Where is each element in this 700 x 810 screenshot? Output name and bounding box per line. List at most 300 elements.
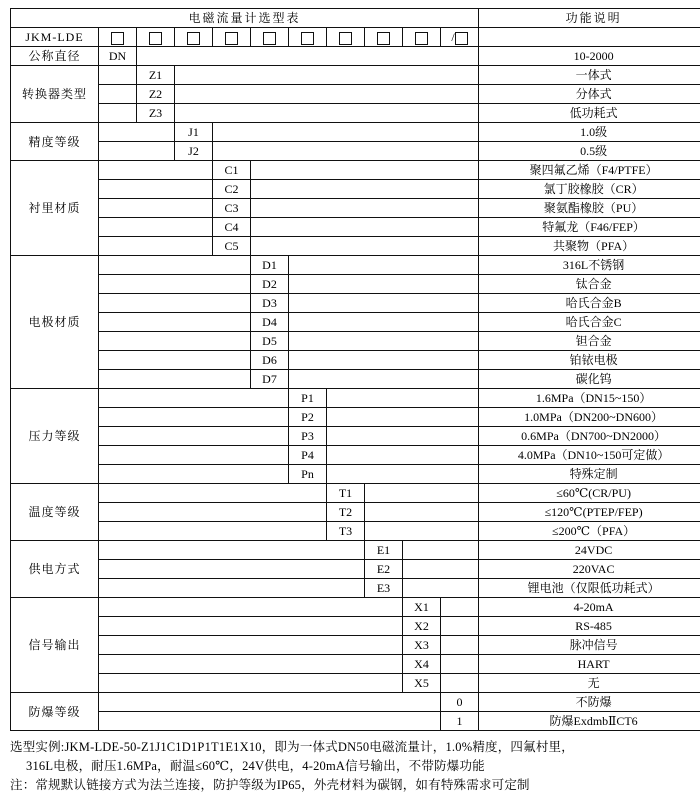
code-cell[interactable]: D7 [251,370,289,389]
spacer-cell [137,598,175,617]
spacer-cell [441,446,479,465]
spacer-cell [251,104,289,123]
spacer-cell [99,218,137,237]
desc-cell: 钽合金 [479,332,700,351]
spacer-cell [441,180,479,199]
spacer-cell [99,256,137,275]
spacer-cell [365,674,403,693]
spacer-cell [99,389,137,408]
code-cell[interactable]: P3 [289,427,327,446]
code-cell[interactable]: D4 [251,313,289,332]
spacer-cell [289,218,327,237]
row-label-4: 电极材质 [11,256,99,389]
spacer-cell [289,199,327,218]
code-cell[interactable]: E1 [365,541,403,560]
code-cell[interactable]: 1 [441,712,479,731]
spacer-cell [137,636,175,655]
table-row [11,655,700,674]
spacer-cell [441,142,479,161]
spacer-cell [403,503,441,522]
spacer-cell [327,579,365,598]
spacer-cell [251,446,289,465]
spacer-cell [213,294,251,313]
desc-cell: 1.0MPa（DN200~DN600） [479,408,700,427]
spacer-cell [441,598,479,617]
spacer-cell [99,560,137,579]
table-row [11,522,700,541]
code-cell[interactable]: Pn [289,465,327,484]
checkbox-icon[interactable] [455,32,468,45]
spacer-cell [99,66,137,85]
spacer-cell [137,465,175,484]
desc-cell: 低功耗式 [479,104,700,123]
spacer-cell [403,408,441,427]
spacer-cell [213,256,251,275]
spacer-cell [175,313,213,332]
table-row [11,142,700,161]
spacer-cell [365,351,403,370]
code-cell[interactable]: P1 [289,389,327,408]
spacer-cell [365,104,403,123]
spacer-cell [137,579,175,598]
spacer-cell [441,370,479,389]
row-label-8: 信号输出 [11,598,99,693]
table-row [11,389,700,408]
spacer-cell [251,693,289,712]
spacer-cell [251,142,289,161]
checkbox-icon[interactable] [263,32,276,45]
spacer-cell [365,237,403,256]
table-row [11,180,700,199]
model-checkbox-cell[interactable] [441,28,479,47]
spacer-cell [365,332,403,351]
desc-cell: ≤60℃(CR/PU) [479,484,700,503]
table-row [11,218,700,237]
spacer-cell [327,123,365,142]
spacer-cell [137,541,175,560]
spacer-cell [327,465,365,484]
spacer-cell [175,161,213,180]
desc-cell: ≤120℃(PTEP/FEP) [479,503,700,522]
code-cell[interactable]: T3 [327,522,365,541]
code-cell[interactable]: C1 [213,161,251,180]
table-row [11,256,700,275]
spacer-cell [327,332,365,351]
spacer-cell [327,85,365,104]
row-label-1: 转换器类型 [11,66,99,123]
row-label-3: 衬里材质 [11,161,99,256]
spacer-cell [175,180,213,199]
spacer-cell [327,541,365,560]
spacer-cell [99,503,137,522]
spacer-cell [251,85,289,104]
code-cell[interactable]: P4 [289,446,327,465]
spacer-cell [289,332,327,351]
spacer-cell [289,579,327,598]
model-checkbox-cell[interactable] [137,28,175,47]
spacer-cell [99,427,137,446]
spacer-cell [99,484,137,503]
spacer-cell [175,389,213,408]
row-label-9: 防爆等级 [11,693,99,731]
code-cell[interactable]: D5 [251,332,289,351]
spacer-cell [365,256,403,275]
code-cell[interactable]: DN [99,47,137,66]
spacer-cell [137,142,175,161]
table-row [11,465,700,484]
spacer-cell [441,313,479,332]
model-checkbox-cell[interactable] [365,28,403,47]
spacer-cell [327,560,365,579]
model-code-row [11,28,700,47]
spacer-cell [99,674,137,693]
spacer-cell [175,47,213,66]
spacer-cell [213,636,251,655]
code-cell[interactable]: C3 [213,199,251,218]
spacer-cell [99,541,137,560]
spacer-cell [327,47,365,66]
spacer-cell [441,66,479,85]
spacer-cell [403,693,441,712]
spacer-cell [213,674,251,693]
spacer-cell [441,427,479,446]
spacer-cell [213,617,251,636]
spacer-cell [213,579,251,598]
desc-cell: 特殊定制 [479,465,700,484]
spacer-cell [137,503,175,522]
note-line-3: 注：常规默认链接方式为法兰连接，防护等级为IP65，外壳材料为碳钢，如有特殊需求可定制 [10,778,530,792]
spacer-cell [289,275,327,294]
spacer-cell [441,617,479,636]
code-cell[interactable]: C5 [213,237,251,256]
spacer-cell [137,370,175,389]
spacer-cell [365,636,403,655]
spacer-cell [403,85,441,104]
spacer-cell [99,294,137,313]
spacer-cell [251,484,289,503]
code-cell[interactable]: D6 [251,351,289,370]
spacer-cell [327,427,365,446]
table-row [11,85,700,104]
checkbox-icon[interactable] [377,32,390,45]
spacer-cell [403,351,441,370]
spacer-cell [441,465,479,484]
spacer-cell [289,503,327,522]
spacer-cell [99,370,137,389]
table-row [11,351,700,370]
spacer-cell [403,161,441,180]
spacer-cell [403,313,441,332]
table-row [11,161,700,180]
desc-cell: 220VAC [479,560,700,579]
spacer-cell [175,294,213,313]
spacer-cell [251,180,289,199]
spacer-cell [251,522,289,541]
spacer-cell [365,408,403,427]
spacer-cell [365,218,403,237]
spacer-cell [251,636,289,655]
spacer-cell [213,142,251,161]
spacer-cell [99,617,137,636]
code-cell[interactable]: Z3 [137,104,175,123]
spacer-cell [327,617,365,636]
row-label-5: 压力等级 [11,389,99,484]
desc-cell: 共聚物（PFA） [479,237,700,256]
spacer-cell [403,123,441,142]
desc-cell: 哈氏合金B [479,294,700,313]
spacer-cell [289,617,327,636]
table-row [11,446,700,465]
spacer-cell [327,408,365,427]
spacer-cell [213,332,251,351]
spacer-cell [175,693,213,712]
spacer-cell [99,693,137,712]
table-row [11,123,700,142]
desc-cell: 铂铱电极 [479,351,700,370]
spacer-cell [251,465,289,484]
spacer-cell [327,389,365,408]
model-checkbox-cell[interactable] [251,28,289,47]
spacer-cell [175,275,213,294]
code-cell[interactable]: D1 [251,256,289,275]
page-title: 电磁流量计选型表 [11,9,479,28]
spacer-cell [289,636,327,655]
spacer-cell [441,503,479,522]
spacer-cell [213,560,251,579]
spacer-cell [365,142,403,161]
spacer-cell [327,180,365,199]
spacer-cell [175,579,213,598]
spacer-cell [441,655,479,674]
row-label-7: 供电方式 [11,541,99,598]
table-row [11,313,700,332]
checkbox-icon[interactable] [339,32,352,45]
spacer-cell [403,237,441,256]
code-cell[interactable]: E3 [365,579,403,598]
note-line-2: 316L电极，耐压1.6MPa，耐温≤60℃，24V供电，4-20mA信号输出，不带防爆功能 [26,759,485,773]
table-row [11,66,700,85]
spacer-cell [175,522,213,541]
spacer-cell [175,237,213,256]
desc-column-header: 功能说明 [479,9,700,28]
spacer-cell [137,712,175,731]
spacer-cell [175,332,213,351]
spacer-cell [289,712,327,731]
spacer-cell [251,161,289,180]
model-checkbox-cell[interactable] [175,28,213,47]
code-cell[interactable]: X3 [403,636,441,655]
code-cell[interactable]: E2 [365,560,403,579]
code-cell[interactable]: C2 [213,180,251,199]
spacer-cell [175,560,213,579]
table-row [11,199,700,218]
spacer-cell [441,104,479,123]
spacer-cell [137,275,175,294]
model-checkbox-cell[interactable] [327,28,365,47]
spacer-cell [137,484,175,503]
spacer-cell [251,541,289,560]
spacer-cell [289,161,327,180]
spacer-cell [327,446,365,465]
spacer-cell [213,541,251,560]
row-label-2: 精度等级 [11,123,99,161]
code-cell[interactable]: 0 [441,693,479,712]
spacer-cell [365,712,403,731]
code-cell[interactable]: C4 [213,218,251,237]
desc-cell: 分体式 [479,85,700,104]
code-cell[interactable]: J2 [175,142,213,161]
spacer-cell [441,484,479,503]
spacer-cell [213,427,251,446]
code-cell[interactable]: Z2 [137,85,175,104]
spacer-cell [403,579,441,598]
spacer-cell [99,351,137,370]
spacer-cell [251,389,289,408]
spacer-cell [365,199,403,218]
spacer-cell [175,427,213,446]
spacer-cell [365,47,403,66]
model-checkbox-cell[interactable] [213,28,251,47]
spacer-cell [403,142,441,161]
spacer-cell [289,655,327,674]
spacer-cell [289,484,327,503]
code-cell[interactable]: T2 [327,503,365,522]
spacer-cell [289,541,327,560]
spacer-cell [365,484,403,503]
code-cell[interactable]: Z1 [137,66,175,85]
spacer-cell [99,104,137,123]
spacer-cell [441,294,479,313]
spacer-cell [137,47,175,66]
spacer-cell [327,313,365,332]
spacer-cell [365,465,403,484]
spacer-cell [289,85,327,104]
spacer-cell [99,636,137,655]
desc-cell: 10-2000 [479,47,700,66]
table-row [11,541,700,560]
spacer-cell [213,66,251,85]
spacer-cell [213,370,251,389]
table-row [11,294,700,313]
spacer-cell [403,199,441,218]
table-row [11,275,700,294]
code-cell[interactable]: X1 [403,598,441,617]
spacer-cell [289,693,327,712]
spacer-cell [175,674,213,693]
spacer-cell [99,161,137,180]
spacer-cell [175,465,213,484]
spacer-cell [327,199,365,218]
spacer-cell [403,66,441,85]
spacer-cell [175,503,213,522]
checkbox-icon[interactable] [187,32,200,45]
spacer-cell [213,484,251,503]
code-cell[interactable]: D2 [251,275,289,294]
spacer-cell [213,275,251,294]
spacer-cell [441,636,479,655]
spacer-cell [175,66,213,85]
selection-table [10,8,700,731]
spacer-cell [403,256,441,275]
checkbox-icon[interactable] [415,32,428,45]
spacer-cell [441,161,479,180]
code-cell[interactable]: D3 [251,294,289,313]
spacer-cell [213,598,251,617]
spacer-cell [137,655,175,674]
spacer-cell [365,655,403,674]
checkbox-icon[interactable] [225,32,238,45]
desc-cell: 钛合金 [479,275,700,294]
spacer-cell [441,47,479,66]
spacer-cell [289,104,327,123]
desc-cell: 4.0MPa（DN10~150可定做） [479,446,700,465]
code-cell[interactable]: X2 [403,617,441,636]
spacer-cell [137,256,175,275]
spacer-cell [175,351,213,370]
code-cell[interactable]: T1 [327,484,365,503]
checkbox-icon[interactable] [111,32,124,45]
spacer-cell [251,427,289,446]
spacer-cell [137,693,175,712]
desc-cell: 1.0级 [479,123,700,142]
spacer-cell [213,104,251,123]
table-row [11,332,700,351]
code-cell[interactable]: P2 [289,408,327,427]
checkbox-icon[interactable] [149,32,162,45]
note-line-1: 选型实例:JKM-LDE-50-Z1J1C1D1P1T1E1X10，即为一体式DN50电磁流量计，1.0%精度，四氟村里， [10,740,574,754]
desc-cell: 一体式 [479,66,700,85]
spacer-cell [327,275,365,294]
spacer-cell [327,712,365,731]
row-label-0: 公称直径 [11,47,99,66]
spacer-cell [99,712,137,731]
model-checkbox-cell[interactable] [99,28,137,47]
spacer-cell [403,218,441,237]
spacer-cell [137,294,175,313]
spacer-cell [251,218,289,237]
spacer-cell [251,617,289,636]
spacer-cell [403,427,441,446]
spacer-cell [365,313,403,332]
code-cell[interactable]: J1 [175,123,213,142]
spacer-cell [441,332,479,351]
table-row [11,237,700,256]
model-checkbox-cell[interactable] [289,28,327,47]
model-checkbox-cell[interactable] [403,28,441,47]
spacer-cell [213,446,251,465]
spacer-cell [403,104,441,123]
spacer-cell [175,598,213,617]
spacer-cell [251,408,289,427]
spacer-cell [99,313,137,332]
code-cell[interactable]: X4 [403,655,441,674]
spacer-cell [289,66,327,85]
spacer-cell [137,408,175,427]
row-label-6: 温度等级 [11,484,99,541]
checkbox-icon[interactable] [301,32,314,45]
spacer-cell [365,85,403,104]
code-cell[interactable]: X5 [403,674,441,693]
spacer-cell [175,199,213,218]
slash-separator: / [451,30,455,44]
spacer-cell [365,617,403,636]
spacer-cell [289,237,327,256]
spacer-cell [175,370,213,389]
table-row [11,370,700,389]
spacer-cell [327,161,365,180]
spacer-cell [441,218,479,237]
spacer-cell [327,674,365,693]
